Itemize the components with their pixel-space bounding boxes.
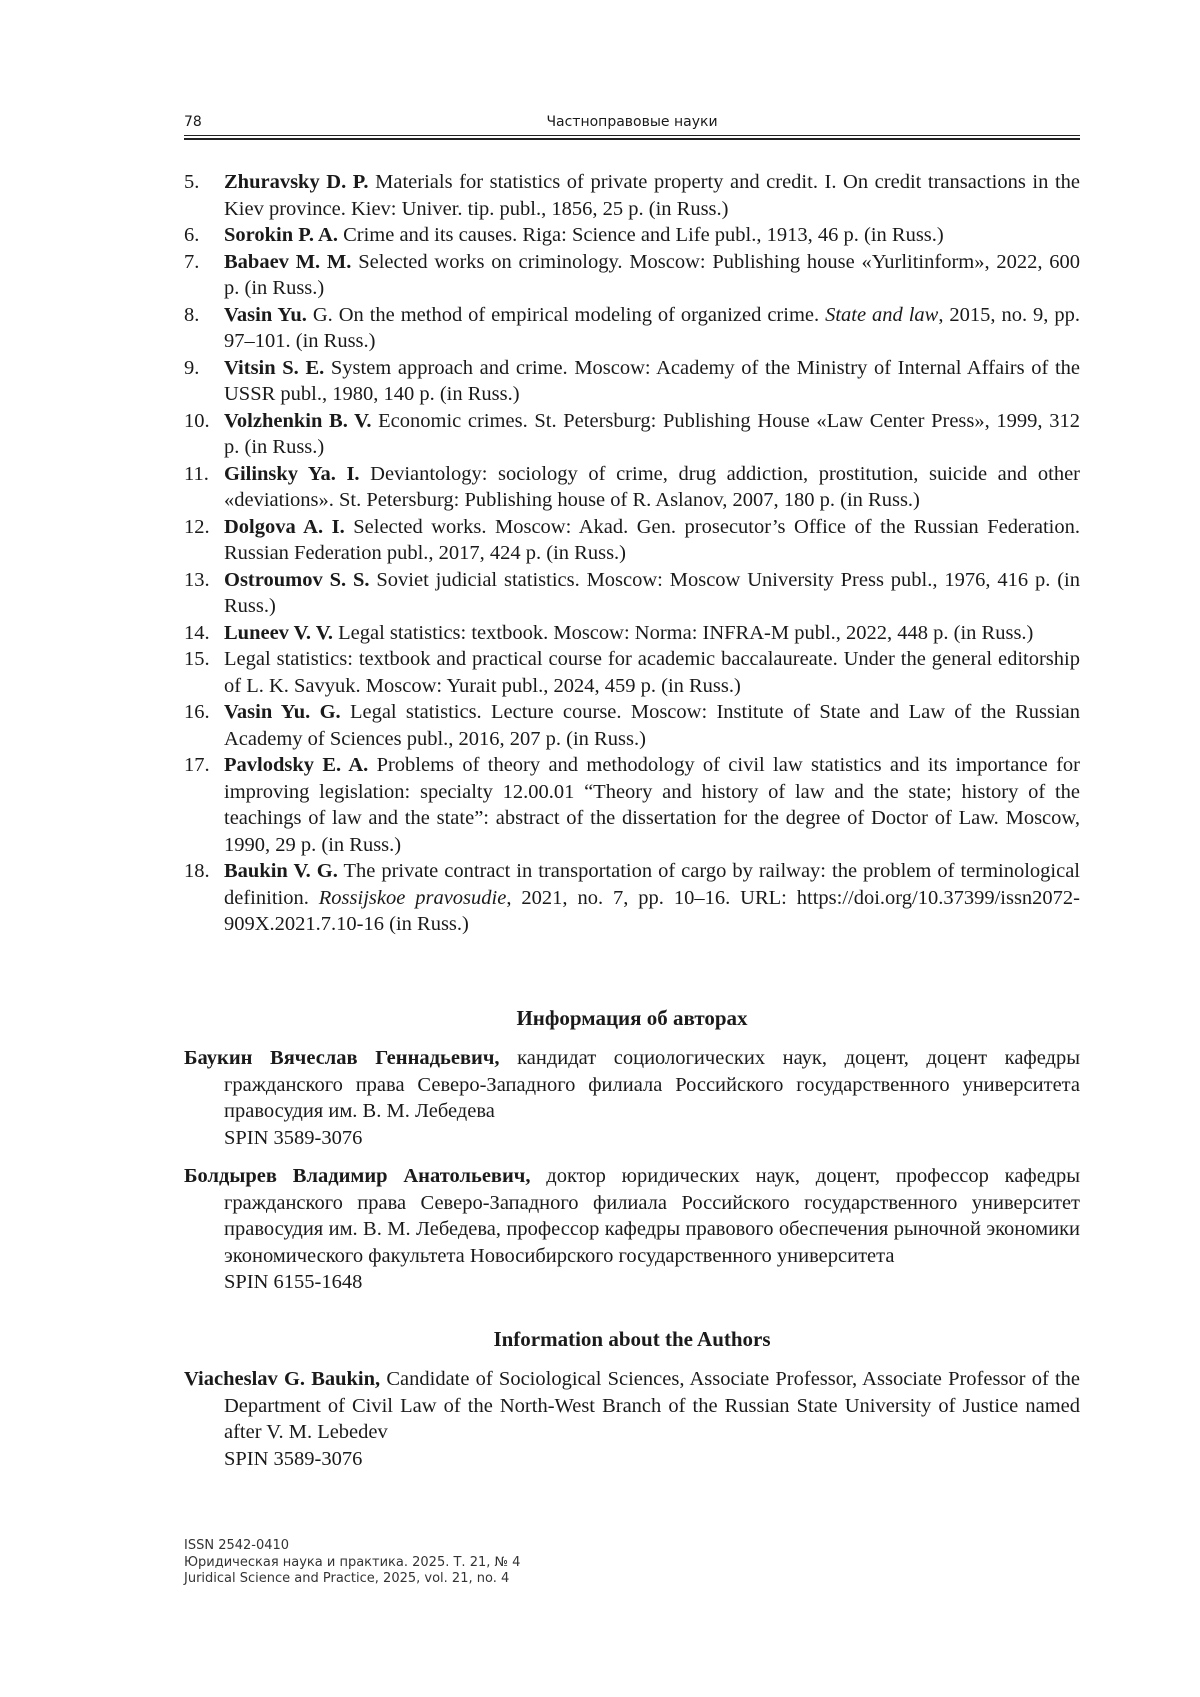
reference-item [184,752,1080,858]
reference-item [184,699,1080,752]
reference-item [184,620,1080,647]
reference-number: 17. [184,754,210,776]
reference-author: Vitsin S. E. [224,356,325,379]
reference-number: 7. [184,250,200,273]
reference-author: Baukin V. G. [224,860,338,882]
reference-number: 10. [184,409,210,432]
author-description: доктор юридических наук, доцент, профессор кафедры гражданского права Северо-Западного филиала Российского государственного университет правосудия им. В. М. Лебедева, профессор кафедры правового обеспечения рыночной экономики экономического факультета Новосибирского государственного университета [224,1165,1080,1267]
author-spin: SPIN 3589-3076 [224,1447,363,1470]
reference-text: Legal statistics: textbook. Moscow: Norma: INFRA-M publ., 2022, 448 p. (in Russ.) [333,621,1034,644]
reference-author: Babaev M. M. [224,250,352,273]
running-title: Частноправовые науки [546,114,718,130]
header-rule-thick [184,138,1080,140]
reference-journal: Rossijskoe pravosudie [318,886,507,909]
reference-text: Legal statistics. Lecture course. Moscow: Institute of State and Law of the Russian Academy of Sciences publ., 2016, 207 p. (in Russ.) [224,701,1080,750]
footer-journal-ru: Юридическая наука и практика. 2025. Т. 21, № 4 [184,1554,521,1570]
reference-author: Ostroumov S. S. [224,568,370,591]
author-description: Candidate of Sociological Sciences, Associate Professor, Associate Professor of the Department of Civil Law of the North-West Branch of the Russian State University of Justice named after V. M. Lebedev [224,1368,1081,1443]
reference-text: Materials for statistics of private property and credit. I. On credit transactions in the Kiev province. Kiev: Univer. tip. publ., 1856, 25 p. (in Russ.) [224,171,1080,220]
authors-ru-title: Информация об авторах [516,1006,748,1030]
reference-author: Gilinsky Ya. I. [224,462,360,485]
author-spin: SPIN 6155-1648 [224,1271,363,1293]
authors-en-title: Information about the Authors [493,1327,771,1351]
reference-author: Luneev V. V. [224,621,334,644]
reference-number: 8. [184,303,200,326]
reference-item [184,461,1080,514]
author-spin: SPIN 3589-3076 [224,1126,363,1149]
reference-item [184,567,1080,620]
reference-text-before: The private contract in transportation of cargo by railway: the problem of terminological definition. [224,860,1081,909]
reference-text: Crime and its causes. Riga: Science and Life publ., 1913, 46 p. (in Russ.) [337,224,944,246]
reference-author: Zhuravsky D. P. [224,171,369,193]
author-name: Viacheslav G. Baukin, [184,1368,381,1390]
author-info-ru [184,1163,1080,1296]
reference-text: Problems of theory and methodology of civil law statistics and its importance for improving legislation: specialty 12.00.01 “Theory and history of law and the state; history of the teachings of law and the state”: abstract of the dissertation for the degree of Doctor of Law. Moscow, 1990, 29 p. (in Russ.) [224,754,1080,856]
reference-text-before: G. On the method of empirical modeling of organized crime. [306,303,826,326]
page-header [184,114,1080,136]
reference-author: Pavlodsky E. A. [224,754,369,776]
reference-item [184,858,1080,938]
reference-text: Deviantology: sociology of crime, drug addiction, prostitution, suicide and other «deviations». St. Petersburg: Publishing house of R. Aslanov, 2007, 180 p. (in Russ.) [224,462,1080,511]
footer-issn: ISSN 2542-0410 [184,1538,290,1553]
footer-journal-en: Juridical Science and Practice, 2025, vol. 21, no. 4 [184,1571,510,1586]
reference-journal: State and law [825,303,939,326]
reference-number: 13. [184,568,210,591]
reference-text: System approach and crime. Moscow: Academy of the Ministry of Internal Affairs of the USSR publ., 1980, 140 p. (in Russ.) [224,356,1081,405]
reference-item [184,249,1080,302]
reference-number: 14. [184,621,210,644]
reference-text: Legal statistics: textbook and practical course for academic baccalaureate. Under the general editorship of L. K. Savyuk. Moscow: Yurait publ., 2024, 459 p. (in Russ.) [224,648,1080,697]
author-info-en [184,1366,1080,1472]
author-description: кандидат социологических наук, доцент, доцент кафедры гражданского права Северо-Западного филиала Российского государственного университета правосудия им. В. М. Лебедева [224,1047,1080,1122]
reference-number: 5. [184,171,200,193]
reference-number: 15. [184,648,210,670]
reference-author: Volzhenkin B. V. [224,409,372,432]
reference-number: 9. [184,356,200,379]
reference-author: Sorokin P. A. [224,224,338,246]
reference-text: Selected works on criminology. Moscow: Publishing house «Yurlitinform», 2022, 600 p. (in Russ.) [224,250,1081,299]
reference-text: Soviet judicial statistics. Moscow: Moscow University Press publ., 1976, 416 p. (in Russ.) [224,568,1080,617]
reference-author: Vasin Yu. [224,303,307,326]
reference-item [184,222,1080,249]
reference-item [184,408,1080,461]
reference-item [184,646,1080,699]
author-info-ru [184,1045,1080,1151]
reference-item [184,302,1080,355]
author-name: Болдырев Владимир Анатольевич, [184,1165,531,1187]
reference-text: Selected works. Moscow: Akad. Gen. prosecutor’s Office of the Russian Federation. Russian Federation publ., 2017, 424 p. (in Russ.) [224,515,1080,564]
author-name: Баукин Вячеслав Геннадьевич, [184,1047,500,1069]
reference-text: , 2015, no. 9, pp. 97–101. (in Russ.) [224,303,1081,352]
page-number: 78 [184,114,202,130]
reference-number: 16. [184,701,210,723]
reference-item [184,169,1080,222]
page-footer [184,1538,520,1588]
reference-text: , 2021, no. 7, pp. 10–16. URL: https://doi.org/10.37399/issn2072-909X.2021.7.10-16 (in Russ.) [224,886,1080,935]
reference-item [184,514,1080,567]
reference-text: Economic crimes. St. Petersburg: Publishing House «Law Center Press», 1999, 312 p. (in Russ.) [224,409,1080,458]
reference-item [184,355,1080,408]
reference-number: 6. [184,224,200,246]
reference-number: 12. [184,515,210,538]
reference-author: Dolgova A. I. [224,515,345,538]
header-rule-thin [184,135,1080,136]
reference-number: 18. [184,860,210,882]
reference-number: 11. [184,462,209,485]
reference-author: Vasin Yu. G. [224,701,341,723]
reference-list [184,169,1080,938]
